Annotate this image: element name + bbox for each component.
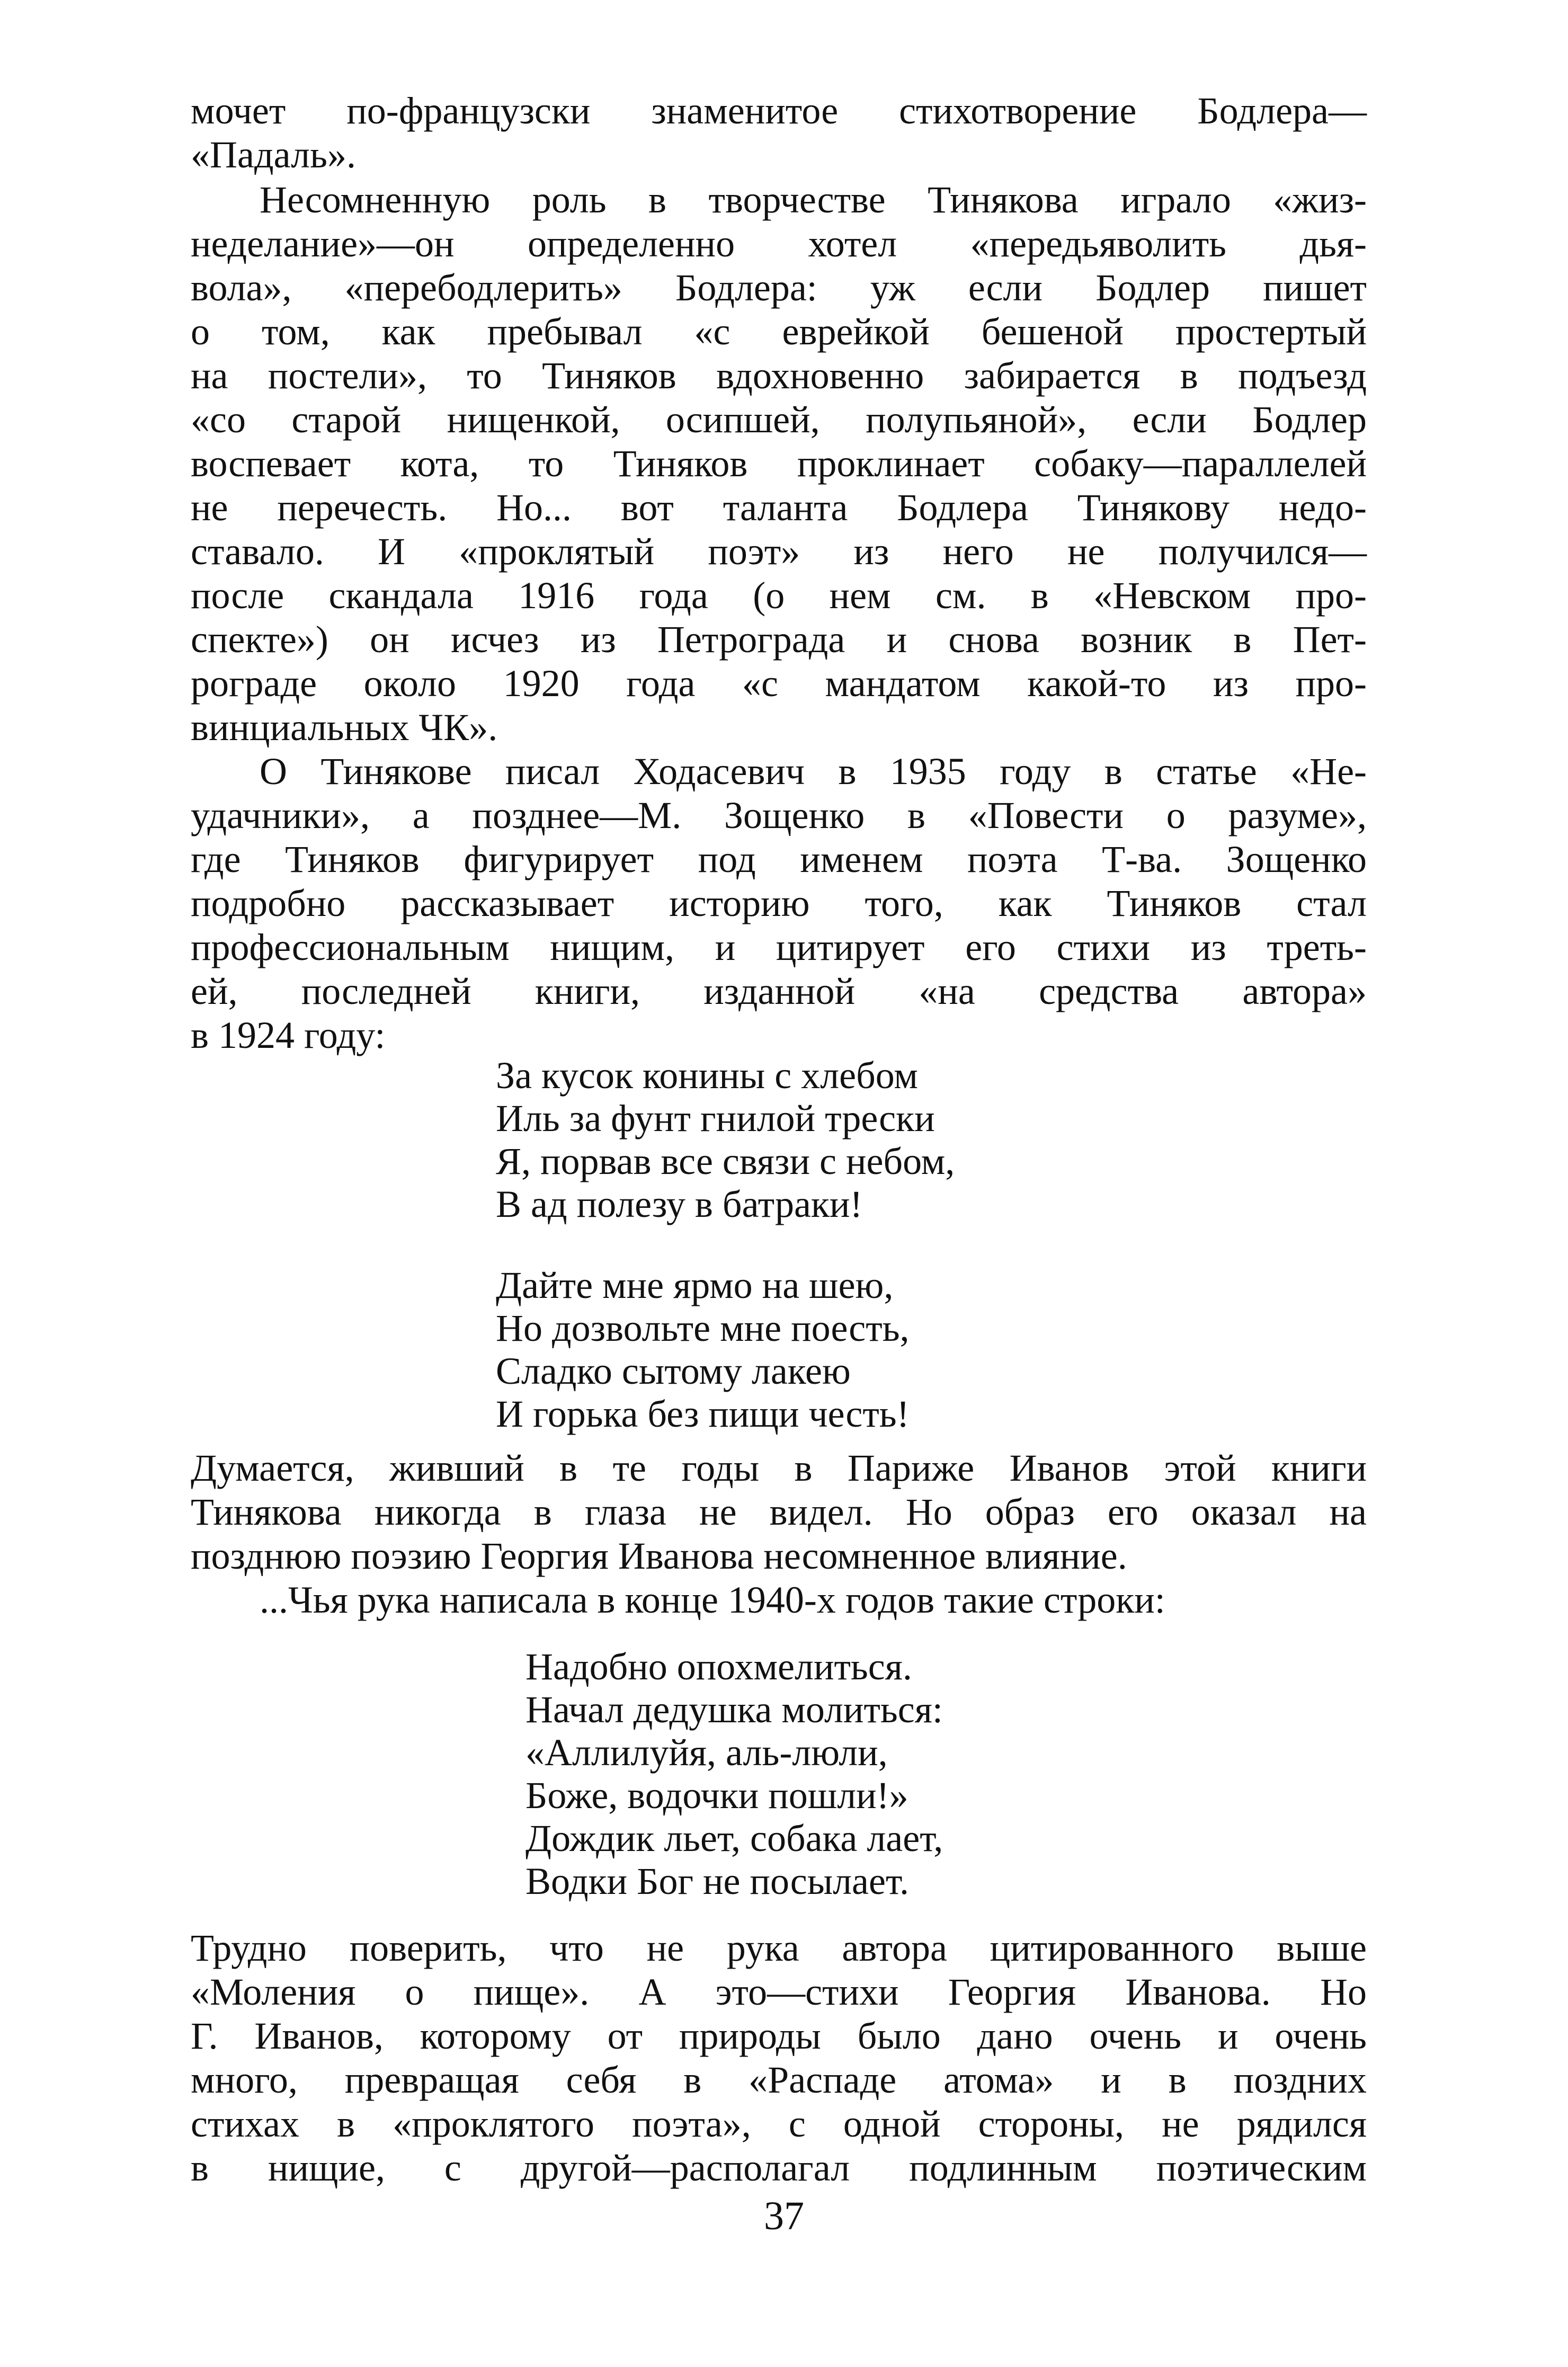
text-line: после скандала 1916 года (о нем см. в «Невском про-	[191, 574, 1367, 617]
text-line: мочет по-французски знаменитое стихотворение Бодлера—	[191, 90, 1367, 132]
text-line: вола», «перебодлерить» Бодлера: уж если Бодлер пишет	[191, 266, 1367, 309]
paragraph-4	[191, 1446, 1367, 1578]
text-line: профессиональным нищим, и цитирует его стихи из треть-	[191, 926, 1367, 968]
text-line: спекте») он исчез из Петрограда и снова возник в Пет-	[191, 618, 1367, 661]
verse-line: Дайте мне ярмо на шею,	[496, 1264, 894, 1306]
verse-line: Иль за фунт гнилой трески	[496, 1097, 935, 1140]
page-number: 37	[764, 2194, 804, 2238]
text-line: ...Чья рука написала в конце 1940-х годов такие строки:	[260, 1579, 1165, 1621]
text-line: в нищие, с другой—располагал подлинным поэтическим	[191, 2147, 1367, 2189]
stanza-1	[496, 1054, 955, 1226]
text-line: Трудно поверить, что не рука автора цитированного выше	[191, 1927, 1367, 1969]
text-line: «Моления о пище». А это—стихи Георгия Иванова. Но	[191, 1971, 1367, 2013]
paragraph-5	[191, 1578, 1367, 1622]
text-line: позднюю поэзию Георгия Иванова несомненное влияние.	[191, 1535, 1127, 1577]
text-line: рограде около 1920 года «с мандатом какой-то из про-	[191, 662, 1367, 705]
paragraph-6	[191, 1926, 1367, 2190]
text-line: винциальных ЧК».	[191, 706, 498, 749]
text-line: не перечесть. Но... вот таланта Бодлера Тинякову недо-	[191, 486, 1367, 529]
verse-line: «Аллилуйя, аль-люли,	[525, 1731, 888, 1774]
stanza-2	[496, 1264, 955, 1436]
text-line: воспевает кота, то Тиняков проклинает собаку—параллелей	[191, 442, 1367, 485]
verse-quote-2	[525, 1645, 943, 1903]
text-line: о том, как пребывал «с еврейкой бешеной простертый	[191, 310, 1367, 353]
verse-line: Сладко сытому лакею	[496, 1350, 851, 1392]
text-line: Г. Иванов, которому от природы было дано очень и очень	[191, 2015, 1367, 2057]
text-line: ставало. И «проклятый поэт» из него не получился—	[191, 530, 1367, 573]
verse-line: Но дозвольте мне поесть,	[496, 1307, 910, 1349]
text-line: в 1924 году:	[191, 1014, 386, 1056]
text-line: стихах в «проклятого поэта», с одной стороны, не рядился	[191, 2103, 1367, 2145]
text-line: подробно рассказывает историю того, как Тиняков стал	[191, 882, 1367, 924]
verse-line: Начал дедушка молиться:	[525, 1688, 943, 1731]
verse-line: И горька без пищи честь!	[496, 1393, 910, 1435]
text-line: неделание»—он определенно хотел «передьяволить дья-	[191, 223, 1367, 265]
text-line: где Тиняков фигурирует под именем поэта Т-ва. Зощенко	[191, 838, 1367, 880]
verse-line: Боже, водочки пошли!»	[525, 1774, 908, 1817]
verse-quote-1	[496, 1054, 955, 1436]
verse-line: В ад полезу в батраки!	[496, 1183, 863, 1225]
text-line: «Падаль».	[191, 134, 356, 176]
text-line: Думается, живший в те годы в Париже Иванов этой книги	[191, 1447, 1367, 1489]
verse-line: Дождик льет, собака лает,	[525, 1817, 943, 1859]
text-line: на постели», то Тиняков вдохновенно забирается в подъезд	[191, 354, 1367, 397]
text-line: «со старой нищенкой, осипшей, полупьяной», если Бодлер	[191, 398, 1367, 441]
verse-line: Надобно опохмелиться.	[525, 1645, 912, 1688]
text-line: много, превращая себя в «Распаде атома» и в поздних	[191, 2059, 1367, 2101]
verse-line: За кусок конины с хлебом	[496, 1054, 918, 1097]
verse-line: Водки Бог не посылает.	[525, 1860, 910, 1902]
text-line: удачники», а позднее—М. Зощенко в «Повести о разуме»,	[191, 794, 1367, 837]
text-line: Тинякова никогда в глаза не видел. Но образ его оказал на	[191, 1491, 1367, 1533]
paragraph-2	[191, 178, 1367, 750]
text-line: Несомненную роль в творчестве Тинякова играло «жиз-	[260, 179, 1367, 221]
text-line: ей, последней книги, изданной «на средства автора»	[191, 970, 1367, 1012]
verse-line: Я, порвав все связи с небом,	[496, 1140, 955, 1182]
text-line: О Тинякове писал Ходасевич в 1935 году в статье «Не-	[260, 750, 1367, 793]
paragraph-1	[191, 89, 1367, 177]
paragraph-3	[191, 750, 1367, 1057]
